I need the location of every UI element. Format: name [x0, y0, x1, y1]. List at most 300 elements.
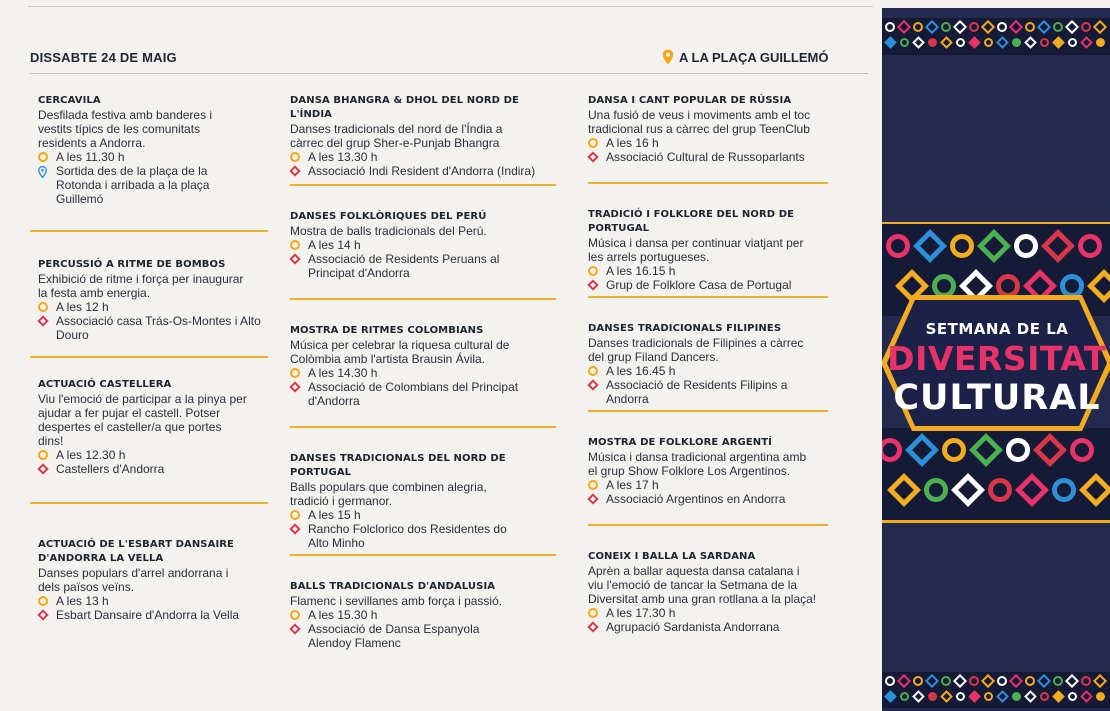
event-description: Colòmbia amb l'artista Brausin Ávila.: [290, 352, 486, 366]
clock-icon: [290, 240, 300, 250]
event-organizer: [38, 462, 270, 476]
event-time: [290, 238, 552, 252]
pattern-circle-icon: [1014, 234, 1038, 258]
event-time: [588, 136, 828, 150]
diamond-icon: [289, 165, 300, 176]
event-time: [588, 264, 828, 278]
event-time: [588, 606, 828, 620]
event-description: Flamenc i sevillanes amb força i passió.: [290, 594, 503, 608]
event-title: BALLS TRADICIONALS D'ANDALUSIA: [290, 581, 496, 592]
pattern-diamond-icon: [887, 473, 921, 507]
event-description: Danses tradicionals del nord de l'Índia a: [290, 122, 503, 136]
clock-icon-wrap: [588, 364, 606, 376]
event-time-text: A les 14 h: [308, 238, 361, 252]
event-description: la festa amb energia.: [38, 286, 151, 300]
diamond-icon-wrap: [38, 314, 56, 325]
pattern-circle-icon: [988, 478, 1012, 502]
event-time-text: A les 14.30 h: [308, 366, 378, 380]
pattern-diamond-icon: [1080, 36, 1093, 49]
event-separator: [30, 502, 268, 504]
pattern-diamond-icon: [940, 36, 953, 49]
event-description: Exhibició de ritme i força per inaugurar: [38, 272, 244, 286]
pattern-diamond-icon: [940, 690, 953, 703]
pattern-circle-icon: [1012, 38, 1021, 47]
diamond-icon-wrap: [290, 622, 308, 633]
pattern-diamond-icon: [1065, 20, 1079, 34]
event-organizer: [38, 328, 270, 342]
event-description: Música i dansa per continuar viatjant per: [588, 236, 804, 250]
event-description: Música i dansa tradicional argentina amb: [588, 450, 807, 464]
event-place-text: Rotonda i arribada a la plaça: [56, 178, 210, 192]
event-block: [38, 258, 270, 342]
pattern-circle-icon: [900, 38, 909, 47]
event-organizer-text: Associació Argentinos en Andorra: [606, 492, 786, 506]
header-divider: [30, 73, 868, 74]
event-organizer-text: Associació de Dansa Espanyola: [308, 622, 480, 636]
diamond-icon-wrap: [588, 278, 606, 289]
clock-icon: [38, 302, 48, 312]
event-organizer: [588, 378, 828, 406]
event-description: càrrec del grup Sher-e-Punjab Bhangra: [290, 136, 500, 150]
diamond-icon: [587, 151, 598, 162]
event-description: Danses tradicionals de Filipines a càrrec: [588, 336, 804, 350]
event-time: [588, 364, 828, 378]
pattern-diamond-icon: [1009, 674, 1023, 688]
event-organizer: [588, 492, 828, 506]
event-description: tradició i germanor.: [290, 494, 393, 508]
clock-icon-wrap: [588, 264, 606, 276]
event-block: [588, 436, 828, 506]
diamond-icon-wrap: [290, 380, 308, 391]
clock-icon-wrap: [290, 150, 308, 162]
pattern-diamond-icon: [1024, 690, 1037, 703]
clock-icon-wrap: [38, 448, 56, 460]
pattern-circle-icon: [950, 234, 974, 258]
event-organizer: [290, 164, 552, 178]
diamond-icon: [587, 279, 598, 290]
clock-icon-wrap: [588, 478, 606, 490]
event-title: MOSTRA DE RITMES COLOMBIANS: [290, 325, 484, 336]
diamond-icon: [37, 315, 48, 326]
event-organizer-text: Associació casa Trás-Os-Montes i Alto: [56, 314, 261, 328]
diamond-icon-wrap: [290, 522, 308, 533]
event-organizer-text: d'Andorra: [308, 394, 360, 408]
event-title: DANSES FOLKLÒRIQUES DEL PERÚ: [290, 211, 487, 222]
event-organizer-text: Associació Cultural de Russoparlants: [606, 150, 805, 164]
pattern-band-bottom: [882, 672, 1110, 708]
event-organizer: [290, 252, 552, 266]
event-description: Danses populars d'arrel andorrana i: [38, 566, 229, 580]
diamond-icon: [289, 253, 300, 264]
pattern-diamond-icon: [1024, 36, 1037, 49]
event-separator: [290, 184, 556, 186]
pattern-circle-icon: [924, 478, 948, 502]
pattern-diamond-icon: [912, 36, 925, 49]
pattern-band-lower: [882, 428, 1110, 520]
event-organizer: [290, 266, 552, 280]
event-time: [38, 594, 270, 608]
clock-icon-wrap: [588, 606, 606, 618]
event-time-text: A les 17.30 h: [606, 606, 676, 620]
pin-icon-wrap: [38, 192, 56, 194]
event-organizer: [588, 150, 828, 164]
clock-icon: [588, 266, 598, 276]
event-time-text: A les 17 h: [606, 478, 659, 492]
pattern-circle-icon: [1052, 478, 1076, 502]
event-block: [290, 580, 552, 650]
event-organizer-text: Grup de Folklore Casa de Portugal: [606, 278, 792, 292]
location-label: A LA PLAÇA GUILLEMÓ: [679, 49, 829, 65]
pattern-diamond-icon: [1015, 473, 1049, 507]
event-separator: [30, 230, 268, 232]
clock-icon: [38, 152, 48, 162]
diamond-icon: [587, 493, 598, 504]
event-description: Desfilada festiva amb banderes i: [38, 108, 213, 122]
event-description: del grup Filand Dancers.: [588, 350, 719, 364]
event-block: [588, 322, 828, 406]
pattern-circle-icon: [1053, 676, 1063, 686]
clock-icon-wrap: [290, 608, 308, 620]
event-place-text: Sortida des de la plaça de la: [56, 164, 208, 178]
diamond-icon: [289, 381, 300, 392]
event-description: les arrels portugueses.: [588, 250, 710, 264]
event-title: TRADICIÓ I FOLKLORE DEL NORD DE PORTUGAL: [588, 209, 795, 234]
event-organizer: [38, 608, 270, 622]
pattern-circle-icon: [1040, 692, 1049, 701]
event-time-text: A les 13 h: [56, 594, 109, 608]
event-title: DANSES TRADICIONALS FILIPINES: [588, 323, 782, 334]
pattern-circle-icon: [1040, 38, 1049, 47]
pattern-diamond-icon: [1033, 433, 1067, 467]
pattern-circle-icon: [886, 234, 910, 258]
location-pin-icon: [662, 49, 674, 65]
pattern-diamond-icon: [1080, 690, 1093, 703]
event-separator: [290, 298, 556, 300]
event-separator: [30, 356, 268, 358]
banner-title-line3: CULTURAL: [893, 378, 1101, 418]
event-description: dels països veïns.: [38, 580, 135, 594]
diamond-icon-wrap: [588, 378, 606, 389]
event-organizer-text: Castellers d'Andorra: [56, 462, 165, 476]
pattern-circle-icon: [1078, 234, 1102, 258]
diamond-icon-wrap: [38, 462, 56, 473]
clock-icon: [588, 366, 598, 376]
event-organizer-text: Esbart Dansaire d'Andorra la Vella: [56, 608, 240, 622]
event-organizer-text: Associació de Residents Peruans al: [308, 252, 500, 266]
event-date: DISSABTE 24 DE MAIG: [30, 50, 177, 65]
event-time-text: A les 12 h: [56, 300, 109, 314]
event-description: Aprèn a ballar aquesta dansa catalana i: [588, 564, 800, 578]
event-organizer: [38, 314, 270, 328]
event-time-text: A les 15.30 h: [308, 608, 378, 622]
pattern-circle-icon: [1070, 438, 1094, 462]
pattern-circle-icon: [913, 22, 923, 32]
event-place: [38, 164, 270, 178]
pattern-circle-icon: [1006, 438, 1030, 462]
clock-icon: [38, 596, 48, 606]
event-description: tradicional rus a càrrec del grup TeenClub: [588, 122, 810, 136]
banner-stripe: [882, 520, 1110, 523]
pin-icon-wrap: [38, 178, 56, 180]
event-organizer-text: Alendoy Flamenc: [308, 636, 401, 650]
diamond-icon-wrap: [290, 252, 308, 263]
festival-banner: [882, 8, 1110, 711]
pattern-diamond-icon: [968, 36, 981, 49]
pattern-diamond-icon: [884, 36, 897, 49]
event-time-text: A les 16.15 h: [606, 264, 676, 278]
event-separator: [290, 426, 556, 428]
pattern-circle-icon: [956, 38, 965, 47]
event-time: [588, 478, 828, 492]
event-block: [38, 94, 270, 206]
event-title: CONEIX I BALLA LA SARDANA: [588, 551, 756, 562]
event-organizer-text: Associació de Residents Filipins a Andorra: [606, 378, 788, 406]
clock-icon: [290, 368, 300, 378]
event-time: [290, 508, 552, 522]
pattern-circle-icon: [984, 38, 993, 47]
event-organizer: [588, 278, 828, 292]
event-time-text: A les 15 h: [308, 508, 361, 522]
event-organizer: [290, 622, 552, 636]
clock-icon: [588, 138, 598, 148]
diamond-icon-wrap: [290, 266, 308, 268]
pattern-diamond-icon: [1009, 20, 1023, 34]
pattern-diamond-icon: [925, 674, 939, 688]
pattern-diamond-icon: [951, 473, 985, 507]
top-fold-line: [28, 6, 873, 7]
event-description: despertes el casteller/a que portes: [38, 420, 222, 434]
event-title: D'ANDORRA LA VELLA: [38, 553, 164, 564]
pattern-circle-icon: [1025, 22, 1035, 32]
pattern-band-top: [882, 18, 1110, 55]
event-place: [38, 192, 270, 206]
clock-icon-wrap: [588, 136, 606, 148]
diamond-icon: [587, 379, 598, 390]
banner-title-line2: DIVERSITAT: [887, 339, 1107, 378]
clock-icon-wrap: [290, 508, 308, 520]
pattern-circle-icon: [928, 692, 937, 701]
pattern-diamond-icon: [1052, 690, 1065, 703]
event-block: [290, 324, 552, 408]
pattern-diamond-icon: [1052, 36, 1065, 49]
pattern-circle-icon: [941, 676, 951, 686]
pattern-diamond-icon: [897, 674, 911, 688]
event-title: DANSA BHANGRA & DHOL DEL NORD DE L'ÍNDIA: [290, 95, 519, 120]
event-description: Música per celebrar la riquesa cultural de: [290, 338, 510, 352]
map-pin-icon: [38, 166, 47, 178]
banner-title-badge: [882, 293, 1110, 433]
pattern-diamond-icon: [953, 674, 967, 688]
event-title: MOSTRA DE FOLKLORE ARGENTÍ: [588, 437, 772, 448]
pattern-diamond-icon: [1037, 20, 1051, 34]
diamond-icon-wrap: [588, 492, 606, 503]
clock-icon-wrap: [38, 150, 56, 162]
pattern-diamond-icon: [953, 20, 967, 34]
event-organizer: [290, 536, 552, 550]
pattern-circle-icon: [1096, 38, 1105, 47]
pattern-diamond-icon: [913, 229, 947, 263]
pattern-circle-icon: [913, 676, 923, 686]
event-separator: [588, 182, 828, 184]
event-title: PERCUSSIÓ A RITME DE BOMBOS: [38, 259, 226, 270]
event-time: [38, 150, 270, 164]
pattern-diamond-icon: [912, 690, 925, 703]
event-description: Diversitat amb una gran rotllana a la plaça!: [588, 592, 817, 606]
event-time: [290, 366, 552, 380]
event-organizer-text: Agrupació Sardanista Andorrana: [606, 620, 780, 634]
pattern-circle-icon: [885, 22, 895, 32]
event-organizer-text: Rancho Folclorico dos Residentes do: [308, 522, 507, 536]
pattern-diamond-icon: [981, 674, 995, 688]
pattern-diamond-icon: [925, 20, 939, 34]
event-separator: [290, 554, 556, 556]
event-block: [38, 538, 270, 622]
event-time-text: A les 12.30 h: [56, 448, 126, 462]
event-block: [588, 550, 828, 634]
clock-icon: [588, 480, 598, 490]
event-organizer: [290, 522, 552, 536]
event-description: ajudar a fer pujar el castell. Potser: [38, 406, 221, 420]
event-time-text: A les 11.30 h: [56, 150, 125, 164]
pattern-diamond-icon: [1041, 229, 1075, 263]
event-separator: [588, 524, 828, 526]
pattern-diamond-icon: [1079, 473, 1110, 507]
event-time-text: A les 13.30 h: [308, 150, 378, 164]
event-description: el grup Show Folklore Los Argentinos.: [588, 464, 791, 478]
pattern-circle-icon: [1068, 692, 1077, 701]
event-time-text: A les 16 h: [606, 136, 659, 150]
pattern-circle-icon: [900, 692, 909, 701]
pattern-circle-icon: [1068, 38, 1077, 47]
clock-icon-wrap: [290, 238, 308, 250]
clock-icon: [588, 608, 598, 618]
event-block: [290, 94, 552, 178]
pattern-circle-icon: [997, 676, 1007, 686]
event-description: residents a Andorra.: [38, 136, 146, 150]
pattern-circle-icon: [984, 692, 993, 701]
event-description: viu l'emoció de tancar la Setmana de la: [588, 578, 798, 592]
diamond-icon-wrap: [588, 150, 606, 161]
event-place: [38, 178, 270, 192]
pattern-diamond-icon: [1065, 674, 1079, 688]
clock-icon: [290, 152, 300, 162]
diamond-icon-wrap: [290, 636, 308, 638]
event-organizer: [290, 394, 552, 408]
event-description: Una fusió de veus i moviments amb el toc: [588, 108, 811, 122]
pattern-circle-icon: [941, 22, 951, 32]
banner-title-line1: SETMANA DE LA: [925, 320, 1069, 338]
diamond-icon: [587, 621, 598, 632]
event-block: [588, 94, 828, 164]
event-time: [38, 448, 270, 462]
event-block: [290, 210, 552, 280]
diamond-icon-wrap: [290, 394, 308, 396]
event-separator: [588, 410, 828, 412]
diamond-icon-wrap: [290, 536, 308, 538]
event-description: dins!: [38, 434, 64, 448]
event-block: [588, 208, 828, 292]
clock-icon: [290, 510, 300, 520]
pattern-circle-icon: [928, 38, 937, 47]
event-organizer-text: Principat d'Andorra: [308, 266, 410, 280]
clock-icon-wrap: [290, 366, 308, 378]
event-title: CERCAVILA: [38, 95, 101, 106]
event-location: [662, 49, 829, 65]
event-description: Balls populars que combinen alegria,: [290, 480, 487, 494]
diamond-icon-wrap: [290, 164, 308, 175]
pattern-circle-icon: [942, 438, 966, 462]
pattern-circle-icon: [969, 676, 979, 686]
event-organizer-text: Douro: [56, 328, 89, 342]
pattern-diamond-icon: [897, 20, 911, 34]
pattern-diamond-icon: [969, 433, 1003, 467]
event-title: ACTUACIÓ CASTELLERA: [38, 379, 172, 390]
pattern-circle-icon: [885, 676, 895, 686]
pattern-diamond-icon: [905, 433, 939, 467]
pattern-diamond-icon: [996, 36, 1009, 49]
diamond-icon: [37, 609, 48, 620]
pattern-diamond-icon: [1037, 674, 1051, 688]
pattern-diamond-icon: [1093, 20, 1107, 34]
event-time: [290, 608, 552, 622]
pattern-diamond-icon: [977, 229, 1011, 263]
event-block: [290, 452, 552, 550]
event-separator: [588, 296, 828, 298]
event-time: [290, 150, 552, 164]
event-block: [38, 378, 270, 476]
event-organizer: [588, 620, 828, 634]
diamond-icon: [37, 463, 48, 474]
event-organizer-text: Associació Indi Resident d'Andorra (Indira): [308, 164, 536, 178]
event-place-text: Guillemó: [56, 192, 104, 206]
event-title: ACTUACIÓ DE L'ESBART DANSAIRE: [38, 539, 234, 550]
event-organizer: [290, 636, 552, 650]
event-time-text: A les 16.45 h: [606, 364, 676, 378]
event-description: Viu l'emoció de participar a la pinya per: [38, 392, 247, 406]
event-title: DANSA I CANT POPULAR DE RÚSSIA: [588, 95, 792, 106]
event-organizer-text: Alto Minho: [308, 536, 365, 550]
pattern-circle-icon: [997, 22, 1007, 32]
event-description: vestits típics de les comunitats: [38, 122, 201, 136]
event-description: Mostra de balls tradicionals del Perú.: [290, 224, 487, 238]
pattern-diamond-icon: [1093, 674, 1107, 688]
pattern-circle-icon: [1096, 692, 1105, 701]
pattern-circle-icon: [1025, 676, 1035, 686]
event-time: [38, 300, 270, 314]
pattern-circle-icon: [969, 22, 979, 32]
pattern-circle-icon: [1081, 22, 1091, 32]
clock-icon-wrap: [38, 300, 56, 312]
diamond-icon-wrap: [38, 608, 56, 619]
pattern-circle-icon: [1081, 676, 1091, 686]
pin-icon-wrap: [38, 164, 56, 178]
diamond-icon: [289, 623, 300, 634]
diamond-icon-wrap: [38, 328, 56, 330]
pattern-diamond-icon: [884, 690, 897, 703]
clock-icon-wrap: [38, 594, 56, 606]
diamond-icon-wrap: [588, 620, 606, 631]
event-organizer-text: Associació de Colombians del Principat: [308, 380, 519, 394]
pattern-circle-icon: [882, 438, 902, 462]
pattern-circle-icon: [1053, 22, 1063, 32]
pattern-diamond-icon: [996, 690, 1009, 703]
pattern-circle-icon: [1012, 692, 1021, 701]
event-organizer: [290, 380, 552, 394]
event-title: DANSES TRADICIONALS DEL NORD DE PORTUGAL: [290, 453, 506, 478]
diamond-icon: [289, 523, 300, 534]
pattern-diamond-icon: [968, 690, 981, 703]
pattern-circle-icon: [956, 692, 965, 701]
